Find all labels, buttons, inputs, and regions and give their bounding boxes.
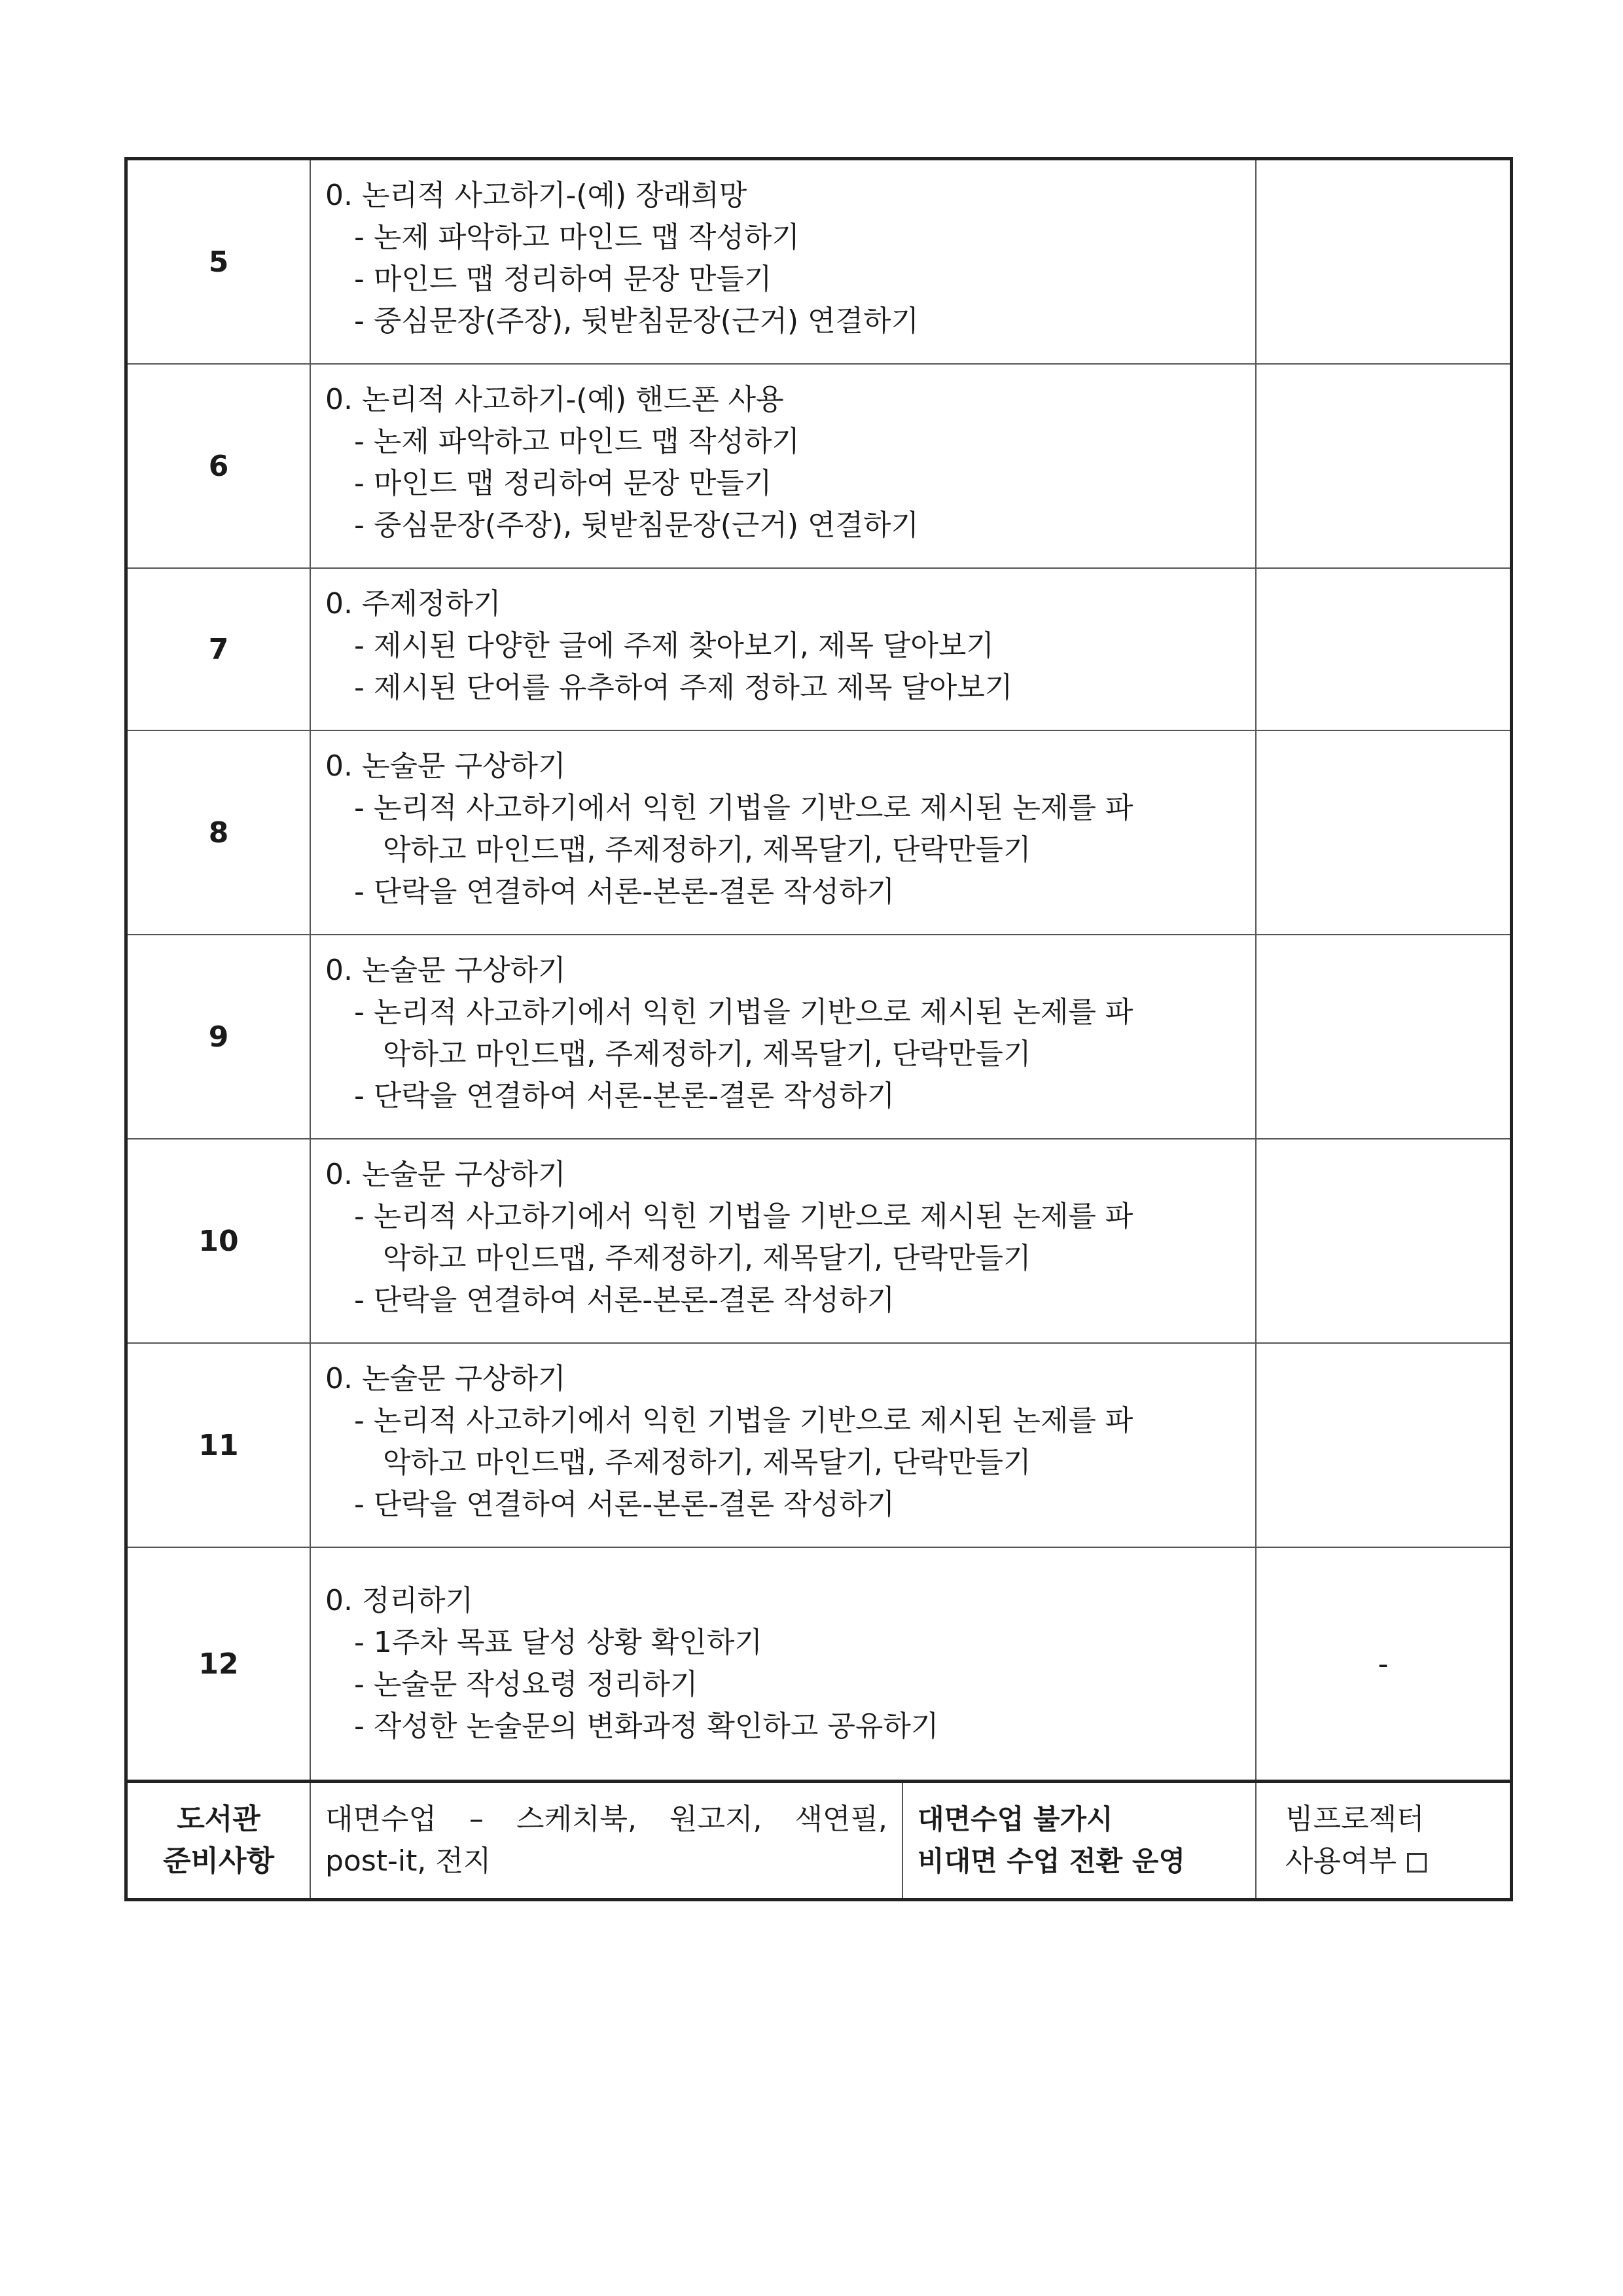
session-item: - 단락을 연결하여 서론-본론-결론 작성하기 [354,1079,895,1113]
online-transition-cell [903,1783,1257,1898]
session-number: 12 [128,1548,311,1780]
session-content [311,731,1257,934]
curriculum-table [124,157,1513,1901]
materials-word: 원고지, [669,1803,762,1836]
table-row [128,1548,1510,1783]
session-note [1257,160,1510,363]
session-note [1257,569,1510,730]
session-note [1257,935,1510,1138]
session-item: - 논리적 사고하기에서 익힌 기법을 기반으로 제시된 논제를 파 [354,1200,1133,1233]
online-transition-line2: 비대면 수업 전환 운영 [918,1845,1186,1877]
session-item: - 논리적 사고하기에서 익힌 기법을 기반으로 제시된 논제를 파 [354,1404,1133,1437]
session-item: 악하고 마인드맵, 주제정하기, 제목달기, 단락만들기 [383,1446,1031,1479]
session-item: - 단락을 연결하여 서론-본론-결론 작성하기 [354,1488,895,1521]
session-item: - 중심문장(주장), 뒷받침문장(근거) 연결하기 [354,304,919,338]
session-content [311,160,1257,363]
session-note [1257,1139,1510,1342]
session-content [311,1139,1257,1342]
session-item: 악하고 마인드맵, 주제정하기, 제목달기, 단락만들기 [383,833,1031,867]
session-item: - 논리적 사고하기에서 익힌 기법을 기반으로 제시된 논제를 파 [354,996,1133,1029]
materials-cell [311,1783,903,1898]
projector-line2: 사용여부 [1285,1844,1397,1878]
session-note [1257,365,1510,567]
preparation-label-line1: 도서관 [177,1803,260,1836]
session-heading: 0. 논술문 구상하기 [325,954,566,987]
session-heading: 0. 주제정하기 [325,587,501,620]
materials-word: 색연필, [794,1803,887,1836]
session-heading: 0. 논리적 사고하기-(예) 장래희망 [325,179,747,212]
session-content [311,569,1257,730]
session-item: - 제시된 단어를 유추하여 주제 정하고 제목 달아보기 [354,671,1013,704]
session-item: - 마인드 맵 정리하여 문장 만들기 [354,467,772,500]
session-heading: 0. 정리하기 [325,1584,473,1617]
session-item: 악하고 마인드맵, 주제정하기, 제목달기, 단락만들기 [383,1242,1031,1275]
session-item: - 1주차 목표 달성 상황 확인하기 [354,1626,762,1659]
materials-line1 [325,1799,887,1840]
materials-word: 스케치북, [516,1803,637,1836]
session-number: 10 [128,1139,311,1342]
session-note: - [1378,1647,1389,1681]
projector-usage [1285,1840,1481,1882]
table-row [128,1344,1510,1548]
session-note [1257,731,1510,934]
materials-word: 대면수업 [325,1803,437,1836]
session-heading: 0. 논술문 구상하기 [325,1362,566,1395]
session-content [311,1344,1257,1547]
session-heading: 0. 논리적 사고하기-(예) 핸드폰 사용 [325,383,784,416]
session-item: - 마인드 맵 정리하여 문장 만들기 [354,262,772,296]
session-item: - 단락을 연결하여 서론-본론-결론 작성하기 [354,875,895,908]
session-item: - 작성한 논술문의 변화과정 확인하고 공유하기 [354,1710,939,1743]
session-item: - 논제 파악하고 마인드 맵 작성하기 [354,221,800,254]
session-heading: 0. 논술문 구상하기 [325,1158,566,1191]
table-row [128,1139,1510,1344]
session-content [311,365,1257,567]
table-row [128,731,1510,935]
session-number: 11 [128,1344,311,1547]
materials-line2: post-it, 전지 [325,1844,491,1878]
session-item: 악하고 마인드맵, 주제정하기, 제목달기, 단락만들기 [383,1037,1031,1071]
session-number: 7 [128,569,311,730]
preparation-label-line2: 준비사항 [162,1844,274,1878]
session-number: 5 [128,160,311,363]
materials-word: – [469,1803,484,1836]
session-heading: 0. 논술문 구상하기 [325,749,566,783]
session-number: 9 [128,935,311,1138]
library-preparation-row [128,1783,1510,1898]
projector-checkbox[interactable] [1407,1853,1427,1873]
session-item: - 논제 파악하고 마인드 맵 작성하기 [354,425,800,458]
session-number: 8 [128,731,311,934]
session-item: - 논리적 사고하기에서 익힌 기법을 기반으로 제시된 논제를 파 [354,791,1133,825]
table-row [128,935,1510,1139]
session-item: - 논술문 작성요령 정리하기 [354,1668,698,1701]
session-item: - 중심문장(주장), 뒷받침문장(근거) 연결하기 [354,509,919,542]
session-item: - 제시된 다양한 글에 주제 찾아보기, 제목 달아보기 [354,629,994,662]
preparation-label [128,1783,311,1898]
session-note [1257,1344,1510,1547]
session-number: 6 [128,365,311,567]
table-row [128,569,1510,731]
session-content [311,1548,1257,1780]
table-row [128,160,1510,365]
session-content [311,935,1257,1138]
online-transition-line1: 대면수업 불가시 [918,1803,1113,1835]
projector-line1: 빔프로젝터 [1285,1803,1425,1836]
projector-cell [1257,1783,1510,1898]
table-row [128,365,1510,569]
session-item: - 단락을 연결하여 서론-본론-결론 작성하기 [354,1283,895,1317]
